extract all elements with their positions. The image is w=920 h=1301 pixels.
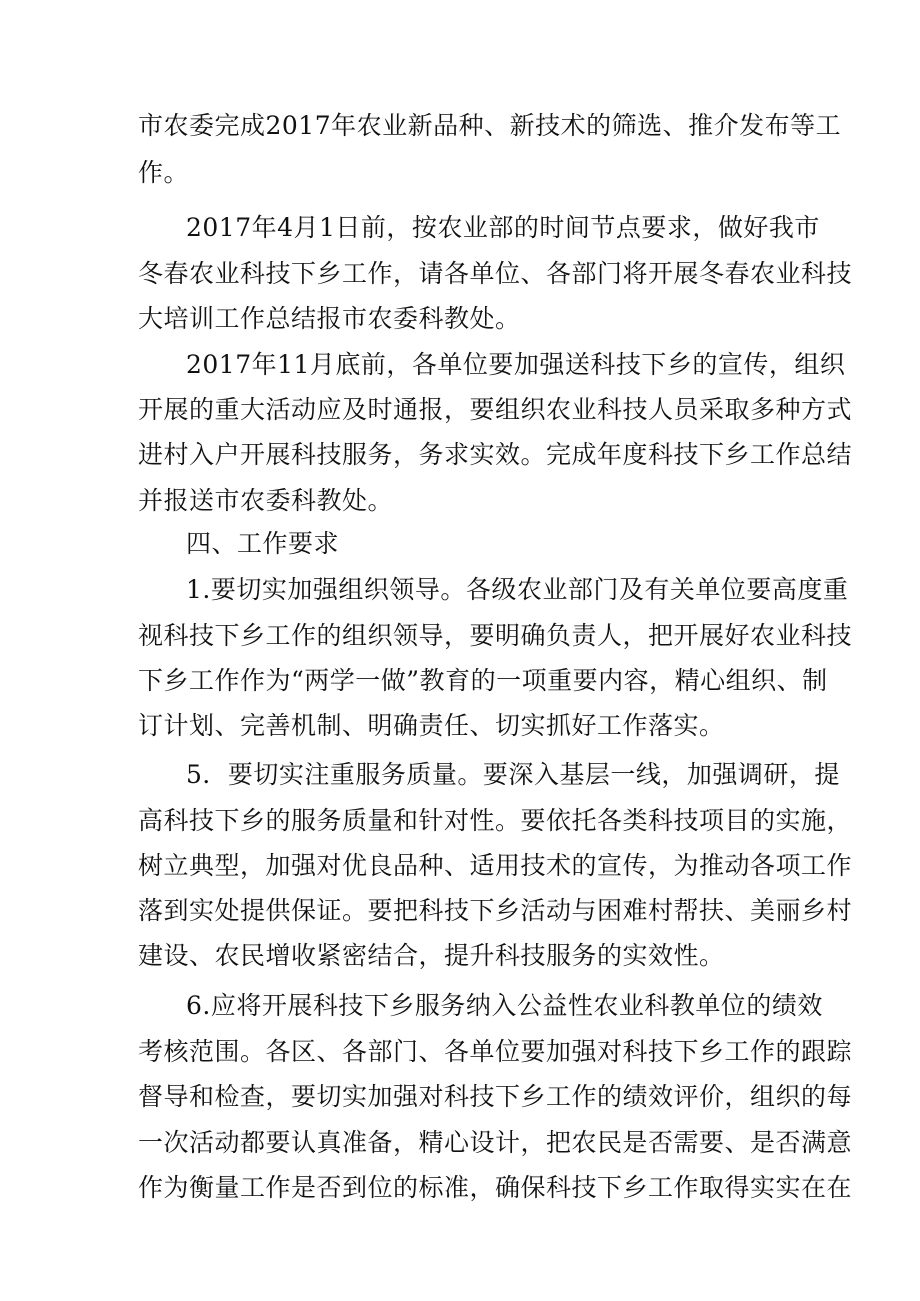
text-line: 作。	[138, 158, 190, 187]
text-line: 大培训工作总结报市农委科教处。	[138, 304, 521, 333]
text-line: 下乡工作作为“两学一做”教育的一项重要内容，精心组织、制	[138, 666, 828, 695]
text-line: 冬春农业科技下乡工作，请各单位、各部门将开展冬春农业科技	[138, 259, 853, 288]
text-line: 市农委完成2017年农业新品种、新技术的筛选、推介发布等工	[138, 111, 842, 140]
text-line: 考核范围。各区、各部门、各单位要加强对科技下乡工作的跟踪	[138, 1037, 853, 1066]
text-line: 落到实处提供保证。要把科技下乡活动与困难村帮扶、美丽乡村	[138, 896, 853, 925]
text-line: 开展的重大活动应及时通报，要组织农业科技人员采取多种方式	[138, 395, 853, 424]
section-heading: 四、工作要求	[186, 529, 340, 558]
text-line: 视科技下乡工作的组织领导，要明确负责人，把开展好农业科技	[138, 621, 853, 650]
text-line: 1.要切实加强组织领导。各级农业部门及有关单位要高度重	[186, 575, 849, 604]
text-line: 6.应将开展科技下乡服务纳入公益性农业科教单位的绩效	[186, 991, 823, 1020]
text-line: 进村入户开展科技服务，务求实效。完成年度科技下乡工作总结	[138, 440, 853, 469]
text-line: 一次活动都要认真准备，精心设计，把农民是否需要、是否满意	[138, 1128, 853, 1157]
text-line: 树立典型，加强对优良品种、适用技术的宣传，为推动各项工作	[138, 851, 853, 880]
text-line: 订计划、完善机制、明确责任、切实抓好工作落实。	[138, 711, 725, 740]
text-line: 5．要切实注重服务质量。要深入基层一线，加强调研，提	[186, 760, 840, 789]
text-line: 并报送市农委科教处。	[138, 486, 394, 515]
text-line: 建设、农民增收紧密结合，提升科技服务的实效性。	[138, 941, 725, 970]
text-line: 作为衡量工作是否到位的标准，确保科技下乡工作取得实实在在	[138, 1173, 853, 1202]
text-line: 督导和检查，要切实加强对科技下乡工作的绩效评价，组织的每	[138, 1082, 853, 1111]
text-line: 2017年11月底前，各单位要加强送科技下乡的宣传，组织	[186, 350, 846, 379]
text-line: 高科技下乡的服务质量和针对性。要依托各类科技项目的实施，	[138, 806, 853, 835]
text-line: 2017年4月1日前，按农业部的时间节点要求，做好我市	[186, 213, 820, 242]
